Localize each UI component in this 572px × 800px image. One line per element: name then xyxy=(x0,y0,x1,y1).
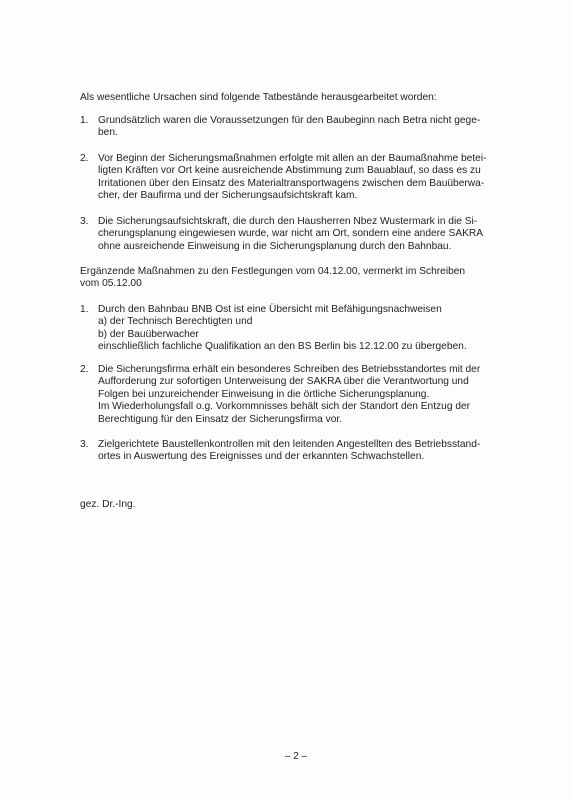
cause-text xyxy=(98,115,518,140)
supplement-text xyxy=(80,266,520,291)
text-line: a) der Technisch Berechtigten und xyxy=(98,316,253,328)
cause-text xyxy=(98,153,518,203)
text-line: vom 05.12.00 xyxy=(80,278,142,290)
text-line: einschließlich fachliche Qualifikation an den BS Berlin bis 12.12.00 zu übergeben. xyxy=(98,341,467,353)
text-line: Die Sicherungsfirma erhält ein besonderes Schreiben des Betriebsstandortes mit der xyxy=(98,364,481,375)
text-line: Die Sicherungsaufsichtskraft, die durch den Hausherren Nbez Wustermark in die Si- xyxy=(98,216,478,227)
text-line: Irritationen über den Einsatz des Materialtransportwagens zwischen dem Bauüberwa- xyxy=(98,177,485,189)
text-line: cherungsplanung eingewiesen wurde, war nicht am Ort, sondern eine andere SAKRA xyxy=(98,228,484,240)
signoff: gez. Dr.-Ing. xyxy=(80,499,136,510)
text-line: Vor Beginn der Sicherungsmaßnahmen erfolgte mit allen an der Baumaßnahme betei- xyxy=(98,153,487,164)
cause-number: 2. xyxy=(80,153,89,164)
measure-number: 2. xyxy=(80,364,89,375)
text-line: Ergänzende Maßnahmen zu den Festlegungen vom 04.12.00, vermerkt im Schreiben xyxy=(80,266,466,277)
measure-number: 1. xyxy=(80,304,89,315)
text-line: Berechtigung für den Einsatz der Sicherungsfirma vor. xyxy=(98,413,343,425)
text-line: Grundsätzlich waren die Voraussetzungen für den Baubeginn nach Betra nicht gege- xyxy=(98,115,481,126)
text-line: Durch den Bahnbau BNB Ost ist eine Übersicht mit Befähigungsnachweisen xyxy=(98,304,442,315)
text-line: Aufforderung zur sofortigen Unterweisung der SAKRA über die Verantwortung und xyxy=(98,376,469,388)
measure-text xyxy=(98,304,518,354)
intro-text xyxy=(80,92,520,104)
text-line: Im Wiederholungsfall o.g. Vorkommnisses behält sich der Standort den Entzug der xyxy=(98,401,471,413)
measure-text xyxy=(98,364,518,426)
cause-number: 3. xyxy=(80,216,89,227)
text-line: Folgen bei unzureichender Einweisung in die örtliche Sicherungsplanung. xyxy=(98,388,430,400)
cause-number: 1. xyxy=(80,115,89,126)
text-line: Zielgerichtete Baustellenkontrollen mit den leitenden Angestellten des Betriebsstand- xyxy=(98,439,481,450)
measure-number: 3. xyxy=(80,439,89,450)
measure-text xyxy=(98,439,518,464)
text-line: ortes in Auswertung des Ereignisses und der erkannten Schwachstellen. xyxy=(98,451,425,463)
cause-text xyxy=(98,216,518,253)
text-line: b) der Bauüberwacher xyxy=(98,328,199,340)
intro-line: Als wesentliche Ursachen sind folgende Tatbestände herausgearbeitet worden: xyxy=(80,92,437,103)
text-line: ohne ausreichende Einweisung in die Sicherungsplanung durch den Bahnbau. xyxy=(98,240,452,252)
text-line: cher, der Baufirma und der Sicherungsaufsichtskraft kam. xyxy=(98,190,358,202)
text-line: ben. xyxy=(98,127,118,139)
page-number: – 2 – xyxy=(284,751,308,762)
text-line: ligten Kräften vor Ort keine ausreichende Abstimmung zum Bauablauf, so dass es zu xyxy=(98,165,481,177)
